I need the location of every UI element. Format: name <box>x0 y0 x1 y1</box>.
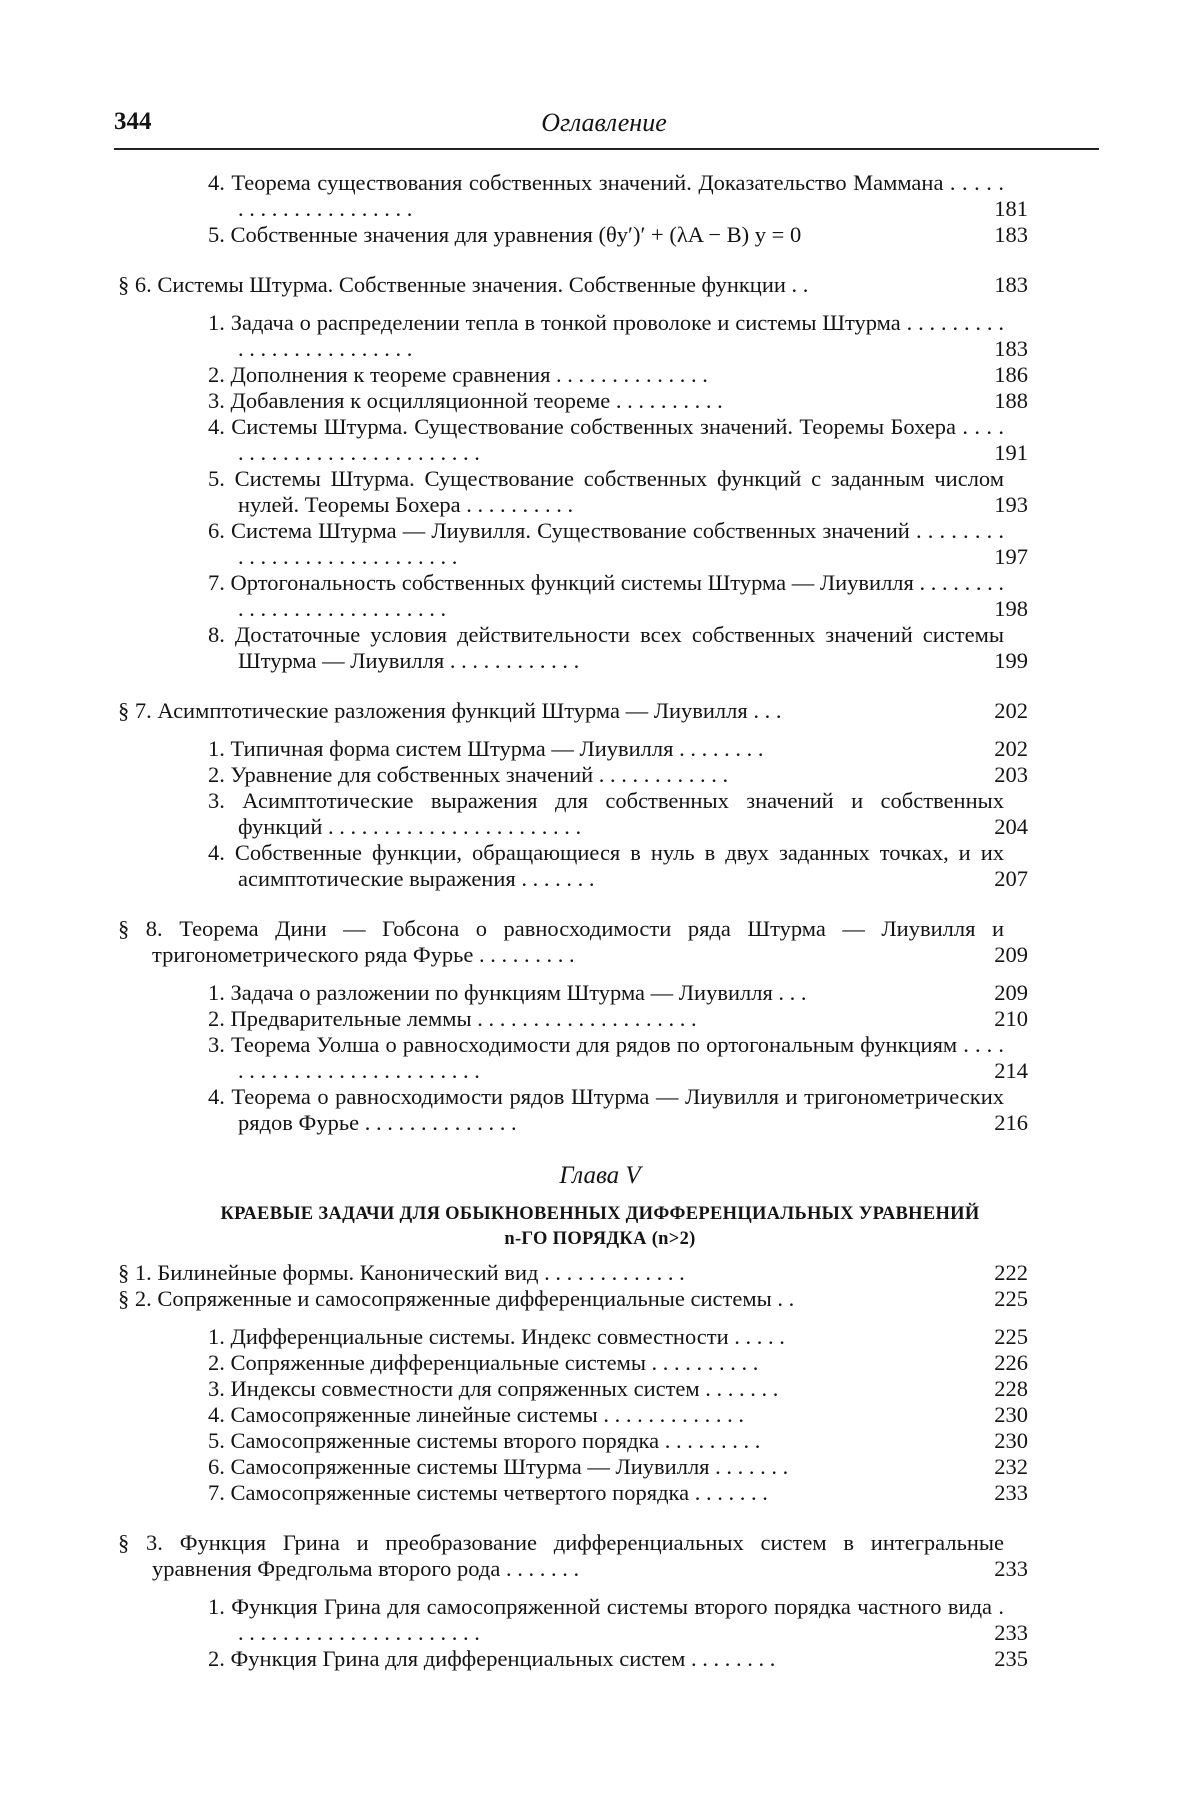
toc-entry-text: 2. Уравнение для собственных значений . . . . . . . . . . . . <box>208 762 729 787</box>
toc-entry-text: 3. Асимптотические выражения для собственных значений и собственных функций . . . . . . . . . . . . . . . . . . . . . . . <box>208 788 1004 839</box>
toc-entry-page: 207 <box>994 866 1028 891</box>
toc-entry[interactable] <box>208 1006 1114 1032</box>
toc-entry[interactable] <box>208 840 1114 892</box>
toc-entry[interactable] <box>208 1376 1114 1402</box>
toc-entry[interactable] <box>208 388 1114 414</box>
table-of-contents <box>0 170 1200 1672</box>
toc-entry-page: 197 <box>994 544 1028 569</box>
toc-section-page: 222 <box>994 1260 1028 1285</box>
toc-entry-text: 2. Предварительные леммы . . . . . . . . . . . . . . . . . . . . <box>208 1006 697 1031</box>
toc-entry[interactable] <box>208 762 1114 788</box>
toc-entry-text: 4. Теорема о равносходимости рядов Штурма — Лиувилля и тригонометрических рядов Фурье . . . . . . . . . . . . . . <box>208 1084 1004 1135</box>
toc-section-page: 225 <box>994 1286 1028 1311</box>
header-rule <box>114 148 1099 150</box>
toc-entry-page: 230 <box>994 1428 1028 1453</box>
toc-entry-page: 199 <box>994 648 1028 673</box>
toc-entry[interactable] <box>208 170 1114 222</box>
toc-section[interactable] <box>118 272 1114 298</box>
toc-entry-page: 226 <box>994 1350 1028 1375</box>
toc-section-text: § 8. Теорема Дини — Гобсона о равносходимости ряда Штурма — Лиувилля и тригонометрического ряда Фурье . . . . . . . . . <box>118 916 1004 967</box>
toc-section-page: 233 <box>994 1556 1028 1581</box>
toc-section-page: 183 <box>994 272 1028 297</box>
toc-entry-text: 3. Добавления к осцилляционной теореме . . . . . . . . . . <box>208 388 723 413</box>
toc-entry-text: 5. Системы Штурма. Существование собственных функций с заданным числом нулей. Теоремы Бохера . . . . . . . . . . <box>208 466 1004 517</box>
toc-entry[interactable] <box>208 414 1114 466</box>
chapter-title: КРАЕВЫЕ ЗАДАЧИ ДЛЯ ОБЫКНОВЕННЫХ ДИФФЕРЕНЦИАЛЬНЫХ УРАВНЕНИЙ n-ГО ПОРЯДКА (n>2) <box>220 1204 980 1249</box>
toc-entry-text: 7. Ортогональность собственных функций системы Штурма — Лиувилля . . . . . . . . . . . . . . . . . . . . . . . . . . . <box>208 570 1004 621</box>
toc-entry[interactable] <box>208 1646 1114 1672</box>
toc-entry-text: 1. Задача о разложении по функциям Штурма — Лиувилля . . . <box>208 980 807 1005</box>
toc-entry-page: 188 <box>994 388 1028 413</box>
running-header <box>114 108 1094 148</box>
toc-entry[interactable] <box>208 1084 1114 1136</box>
toc-entry-page: 232 <box>994 1454 1028 1479</box>
toc-entry-page: 216 <box>994 1110 1028 1135</box>
toc-section-text: § 6. Системы Штурма. Собственные значения. Собственные функции . . <box>118 272 809 297</box>
toc-entry-text: 4. Системы Штурма. Существование собственных значений. Теоремы Бохера . . . . . . . . . . . . . . . . . . . . . . . . . . <box>208 414 1004 465</box>
toc-entry[interactable] <box>208 1032 1114 1084</box>
toc-entry-page: 235 <box>994 1646 1028 1671</box>
toc-entry[interactable] <box>208 362 1114 388</box>
toc-entry-page: 230 <box>994 1402 1028 1427</box>
toc-entry-page: 228 <box>994 1376 1028 1401</box>
toc-section[interactable] <box>118 1530 1114 1582</box>
toc-entry[interactable] <box>208 518 1114 570</box>
toc-entry[interactable] <box>208 736 1114 762</box>
toc-entry-page: 209 <box>994 980 1028 1005</box>
toc-entry-text: 1. Типичная форма систем Штурма — Лиувилля . . . . . . . . <box>208 736 764 761</box>
toc-entry-text: 4. Собственные функции, обращающиеся в нуль в двух заданных точках, и их асимптотические выражения . . . . . . . <box>208 840 1004 891</box>
toc-entry-text: 4. Самосопряженные линейные системы . . . . . . . . . . . . . <box>208 1402 745 1427</box>
toc-entry-page: 233 <box>994 1620 1028 1645</box>
toc-entry-text: 6. Самосопряженные системы Штурма — Лиувилля . . . . . . . <box>208 1454 789 1479</box>
page-number: 344 <box>114 108 152 135</box>
toc-entry[interactable] <box>208 310 1114 362</box>
toc-entry-page: 198 <box>994 596 1028 621</box>
toc-entry[interactable] <box>208 980 1114 1006</box>
toc-entry-page: 181 <box>994 196 1028 221</box>
toc-section-text: § 2. Сопряженные и самосопряженные дифференциальные системы . . <box>118 1286 795 1311</box>
toc-entry[interactable] <box>208 1402 1114 1428</box>
toc-entry[interactable] <box>208 1594 1114 1646</box>
toc-entry-text: 1. Дифференциальные системы. Индекс совместности . . . . . <box>208 1324 785 1349</box>
toc-entry-text: 8. Достаточные условия действительности всех собственных значений системы Штурма — Лиувилля . . . . . . . . . . . . <box>208 622 1004 673</box>
toc-entry-page: 204 <box>994 814 1028 839</box>
toc-entry-text: 2. Дополнения к теореме сравнения . . . . . . . . . . . . . . <box>208 362 708 387</box>
toc-entry[interactable] <box>208 222 1114 248</box>
toc-section-text: § 1. Билинейные формы. Канонический вид . . . . . . . . . . . . . <box>118 1260 685 1285</box>
toc-entry-text: 3. Теорема Уолша о равносходимости для рядов по ортогональным функциям . . . . . . . . . . . . . . . . . . . . . . . . . . <box>208 1032 1004 1083</box>
toc-section-page: 202 <box>994 698 1028 723</box>
toc-entry-text: 5. Собственные значения для уравнения (θy′)′ + (λA − B) y = 0 <box>208 222 802 247</box>
toc-section[interactable] <box>118 698 1114 724</box>
toc-entry-page: 183 <box>994 222 1028 247</box>
toc-entry[interactable] <box>208 466 1114 518</box>
toc-entry-page: 210 <box>994 1006 1028 1031</box>
toc-entry-page: 202 <box>994 736 1028 761</box>
running-title: Оглавление <box>541 108 667 137</box>
toc-entry-text: 2. Функция Грина для дифференциальных систем . . . . . . . . <box>208 1646 776 1671</box>
toc-entry-page: 193 <box>994 492 1028 517</box>
toc-entry-text: 3. Индексы совместности для сопряженных систем . . . . . . . <box>208 1376 779 1401</box>
toc-entry-page: 233 <box>994 1480 1028 1505</box>
toc-entry-page: 191 <box>994 440 1028 465</box>
toc-section-text: § 3. Функция Грина и преобразование дифференциальных систем в интегральные уравнения Фредгольма второго рода . . . . . . . <box>118 1530 1004 1581</box>
toc-entry-page: 186 <box>994 362 1028 387</box>
toc-section[interactable] <box>118 916 1114 968</box>
toc-entry-text: 6. Система Штурма — Лиувилля. Существование собственных значений . . . . . . . . . . . . . . . . . . . . . . . . . . . . <box>208 518 1004 569</box>
toc-entry-page: 183 <box>994 336 1028 361</box>
toc-entry[interactable] <box>208 1324 1114 1350</box>
toc-entry-page: 214 <box>994 1058 1028 1083</box>
toc-section[interactable] <box>118 1286 1114 1312</box>
toc-entry[interactable] <box>208 570 1114 622</box>
toc-entry[interactable] <box>208 788 1114 840</box>
toc-entry[interactable] <box>208 1454 1114 1480</box>
toc-entry[interactable] <box>208 1350 1114 1376</box>
toc-entry-text: 2. Сопряженные дифференциальные системы . . . . . . . . . . <box>208 1350 759 1375</box>
toc-entry-text: 7. Самосопряженные системы четвертого порядка . . . . . . . <box>208 1480 768 1505</box>
toc-section-page: 209 <box>994 942 1028 967</box>
chapter-label: Глава V <box>559 1162 641 1189</box>
toc-entry-text: 4. Теорема существования собственных значений. Доказательство Маммана . . . . . . . . . . . . . . . . . . . . . <box>208 170 1004 221</box>
toc-entry-text: 5. Самосопряженные системы второго порядка . . . . . . . . . <box>208 1428 761 1453</box>
toc-entry-text: 1. Задача о распределении тепла в тонкой проволоке и системы Штурма . . . . . . . . . . . . . . . . . . . . . . . . . <box>208 310 1004 361</box>
toc-entry-text: 1. Функция Грина для самосопряженной системы второго порядка частного вида . . . . . . . . . . . . . . . . . . . . . . . <box>208 1594 1004 1645</box>
toc-section-text: § 7. Асимптотические разложения функций Штурма — Лиувилля . . . <box>118 698 782 723</box>
toc-section[interactable] <box>118 1260 1114 1286</box>
toc-entry[interactable] <box>208 1480 1114 1506</box>
toc-entry-page: 225 <box>994 1324 1028 1349</box>
toc-entry[interactable] <box>208 1428 1114 1454</box>
toc-entry-page: 203 <box>994 762 1028 787</box>
toc-entry[interactable] <box>208 622 1114 674</box>
